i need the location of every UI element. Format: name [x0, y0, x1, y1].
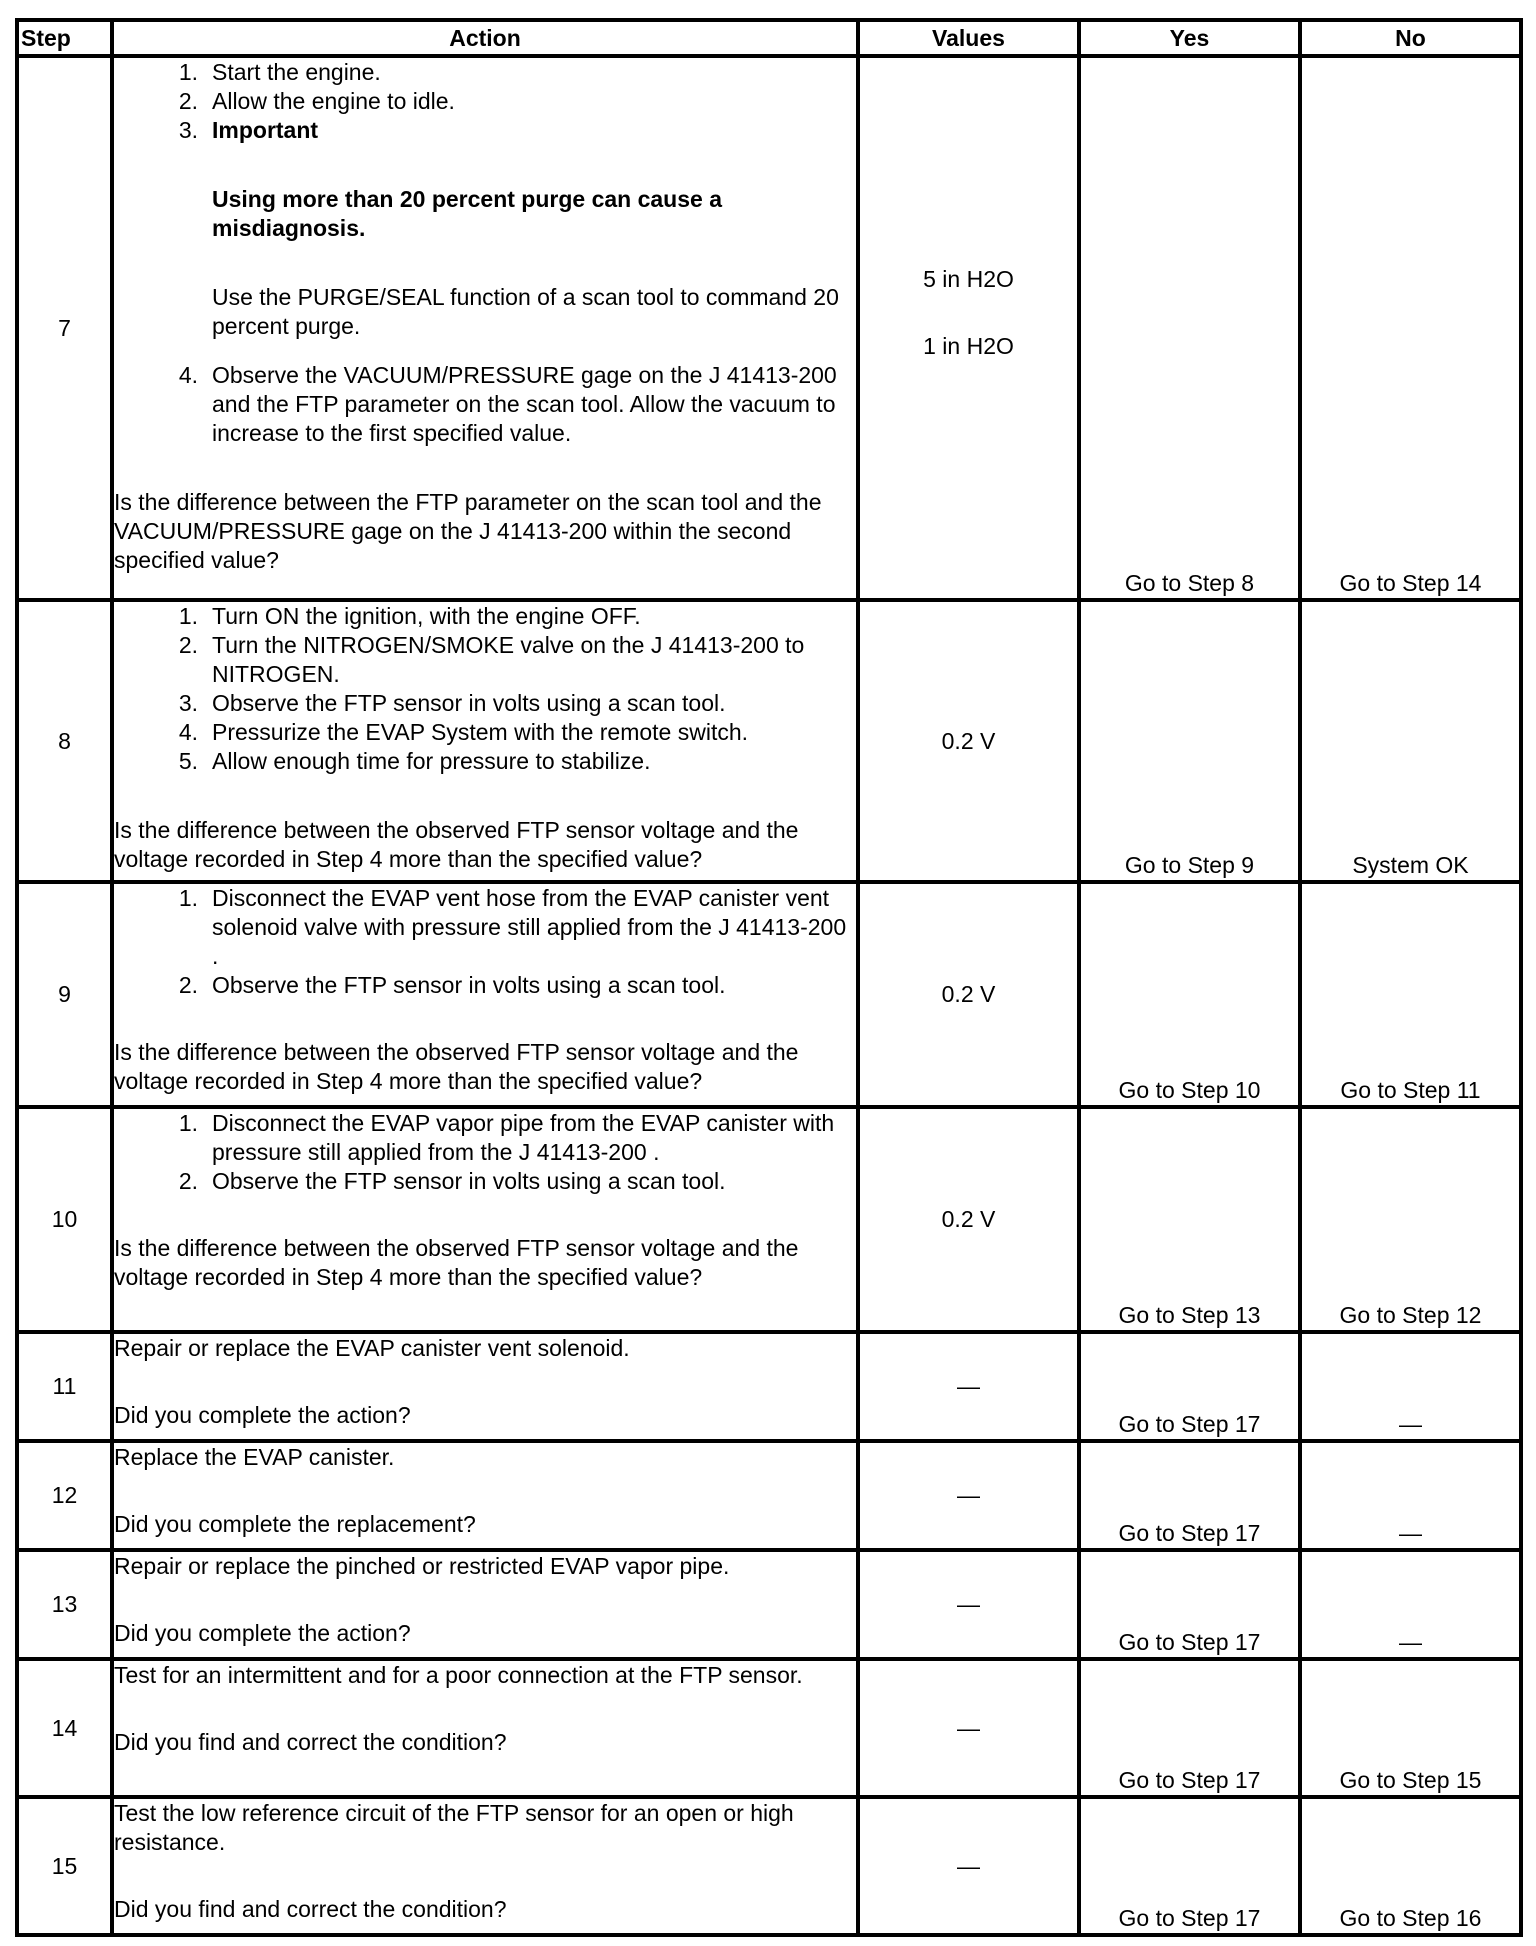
- item-number: 1.: [178, 1110, 198, 1136]
- no-cell: System OK: [1300, 600, 1521, 882]
- list-item: [114, 747, 856, 776]
- list-item: [114, 971, 856, 1000]
- question-text: Is the difference between the observed FTP sensor voltage and the voltage recorded in Step 4 more than the specified value?: [114, 1235, 799, 1290]
- action-steps-list: [114, 1109, 856, 1196]
- question-text: Is the difference between the observed FTP sensor voltage and the voltage recorded in Step 4 more than the specified value?: [114, 817, 799, 872]
- no-cell: —: [1300, 1441, 1521, 1550]
- yes-cell: Go to Step 13: [1079, 1107, 1300, 1332]
- list-item: [114, 116, 856, 341]
- item-number: 5.: [178, 748, 198, 774]
- no-cell: Go to Step 14: [1300, 56, 1521, 600]
- action-cell: [112, 1550, 858, 1659]
- list-item: [114, 602, 856, 631]
- no-cell: —: [1300, 1550, 1521, 1659]
- action-cell: [112, 1332, 858, 1441]
- action-cell: [112, 1107, 858, 1332]
- header-yes: Yes: [1079, 20, 1300, 56]
- table-row: [17, 1441, 1521, 1550]
- item-number: 1.: [178, 885, 198, 911]
- header-no: No: [1300, 20, 1521, 56]
- item-text: Observe the FTP sensor in volts using a scan tool.: [212, 972, 726, 998]
- table-row: [17, 1550, 1521, 1659]
- step-number: 11: [17, 1332, 112, 1441]
- item-text: Turn the NITROGEN/SMOKE valve on the J 41413-200 to NITROGEN.: [212, 632, 805, 687]
- no-cell: —: [1300, 1332, 1521, 1441]
- table-row: [17, 1659, 1521, 1797]
- item-text: Observe the VACUUM/PRESSURE gage on the J 41413-200 and the FTP parameter on the scan tool. Allow the vacuum to increase to the first specified value.: [212, 362, 837, 446]
- item-number: 2.: [178, 88, 198, 114]
- list-item: [114, 361, 856, 448]
- values-cell: 0.2 V: [858, 882, 1079, 1107]
- values-cell: —: [858, 1797, 1079, 1935]
- list-item: [114, 718, 856, 747]
- table-row: [17, 1107, 1521, 1332]
- step-number: 10: [17, 1107, 112, 1332]
- step-number: 9: [17, 882, 112, 1107]
- important-instruction: Use the PURGE/SEAL function of a scan tool to command 20 percent purge.: [212, 284, 839, 339]
- item-number: 2.: [178, 972, 198, 998]
- list-item: [114, 1109, 856, 1167]
- no-cell: Go to Step 11: [1300, 882, 1521, 1107]
- no-cell: Go to Step 12: [1300, 1107, 1521, 1332]
- action-cell: [112, 56, 858, 600]
- important-label: Important: [212, 117, 319, 143]
- values-cell: —: [858, 1332, 1079, 1441]
- action-text: Repair or replace the EVAP canister vent solenoid.: [114, 1335, 630, 1361]
- item-text: Turn ON the ignition, with the engine OFF.: [212, 603, 641, 629]
- yes-cell: Go to Step 17: [1079, 1550, 1300, 1659]
- list-item: [114, 631, 856, 689]
- table-row: [17, 1332, 1521, 1441]
- action-cell: [112, 600, 858, 882]
- list-item: [114, 58, 856, 87]
- values-cell: [858, 56, 1079, 600]
- yes-cell: Go to Step 9: [1079, 600, 1300, 882]
- no-cell: Go to Step 16: [1300, 1797, 1521, 1935]
- action-cell: [112, 882, 858, 1107]
- question-text: Is the difference between the FTP parameter on the scan tool and the VACUUM/PRESSURE gage on the J 41413-200 within the second specified value?: [114, 489, 822, 573]
- action-text: Replace the EVAP canister.: [114, 1444, 395, 1470]
- question-text: Did you find and correct the condition?: [114, 1896, 507, 1922]
- item-number: 1.: [178, 603, 198, 629]
- item-text: Allow enough time for pressure to stabilize.: [212, 748, 651, 774]
- item-number: 3.: [178, 117, 198, 143]
- table-row: [17, 600, 1521, 882]
- action-steps-list: [114, 602, 856, 776]
- item-text: Allow the engine to idle.: [212, 88, 455, 114]
- no-cell: Go to Step 15: [1300, 1659, 1521, 1797]
- step-number: 15: [17, 1797, 112, 1935]
- table-row: [17, 56, 1521, 600]
- action-text: Test the low reference circuit of the FTP sensor for an open or high resistance.: [114, 1800, 794, 1855]
- action-cell: [112, 1659, 858, 1797]
- values-cell: —: [858, 1550, 1079, 1659]
- values-stack: [860, 265, 1077, 361]
- list-item: [114, 689, 856, 718]
- item-number: 2.: [178, 632, 198, 658]
- item-text: Pressurize the EVAP System with the remote switch.: [212, 719, 749, 745]
- important-warning: Using more than 20 percent purge can cause a misdiagnosis.: [212, 186, 722, 241]
- list-item: [114, 1167, 856, 1196]
- values-cell: —: [858, 1441, 1079, 1550]
- item-number: 2.: [178, 1168, 198, 1194]
- list-item: [114, 884, 856, 971]
- table-row: [17, 1797, 1521, 1935]
- yes-cell: Go to Step 17: [1079, 1441, 1300, 1550]
- action-text: Test for an intermittent and for a poor connection at the FTP sensor.: [114, 1662, 803, 1688]
- action-cell: [112, 1441, 858, 1550]
- yes-cell: Go to Step 8: [1079, 56, 1300, 600]
- yes-cell: Go to Step 10: [1079, 882, 1300, 1107]
- list-item: [114, 87, 856, 116]
- item-text: Disconnect the EVAP vapor pipe from the EVAP canister with pressure still applied from the J 41413-200 .: [212, 1110, 835, 1165]
- item-text: Observe the FTP sensor in volts using a scan tool.: [212, 690, 726, 716]
- value-first: 5 in H2O: [923, 266, 1014, 292]
- yes-cell: Go to Step 17: [1079, 1659, 1300, 1797]
- question-text: Did you complete the replacement?: [114, 1511, 476, 1537]
- action-text: Repair or replace the pinched or restricted EVAP vapor pipe.: [114, 1553, 730, 1579]
- values-cell: —: [858, 1659, 1079, 1797]
- values-cell: 0.2 V: [858, 600, 1079, 882]
- question-text: Did you find and correct the condition?: [114, 1729, 507, 1755]
- header-step: Step: [17, 20, 112, 56]
- item-text: Disconnect the EVAP vent hose from the EVAP canister vent solenoid valve with pressure still applied from the J 41413-200 .: [212, 885, 847, 969]
- step-number: 7: [17, 56, 112, 600]
- step-number: 13: [17, 1550, 112, 1659]
- question-text: Did you complete the action?: [114, 1402, 411, 1428]
- action-steps-list: [114, 58, 856, 448]
- item-number: 4.: [178, 362, 198, 388]
- yes-cell: Go to Step 17: [1079, 1332, 1300, 1441]
- yes-cell: Go to Step 17: [1079, 1797, 1300, 1935]
- step-number: 8: [17, 600, 112, 882]
- question-text: Did you complete the action?: [114, 1620, 411, 1646]
- value-second: 1 in H2O: [923, 333, 1014, 359]
- item-number: 3.: [178, 690, 198, 716]
- item-text: Observe the FTP sensor in volts using a scan tool.: [212, 1168, 726, 1194]
- item-number: 4.: [178, 719, 198, 745]
- header-action: Action: [112, 20, 858, 56]
- item-text: Start the engine.: [212, 59, 381, 85]
- diagnostic-table: [15, 18, 1523, 1937]
- header-values: Values: [858, 20, 1079, 56]
- action-steps-list: [114, 884, 856, 1000]
- values-cell: 0.2 V: [858, 1107, 1079, 1332]
- step-number: 12: [17, 1441, 112, 1550]
- action-cell: [112, 1797, 858, 1935]
- step-number: 14: [17, 1659, 112, 1797]
- item-number: 1.: [178, 59, 198, 85]
- question-text: Is the difference between the observed FTP sensor voltage and the voltage recorded in Step 4 more than the specified value?: [114, 1039, 799, 1094]
- header-row: [17, 20, 1521, 56]
- table-row: [17, 882, 1521, 1107]
